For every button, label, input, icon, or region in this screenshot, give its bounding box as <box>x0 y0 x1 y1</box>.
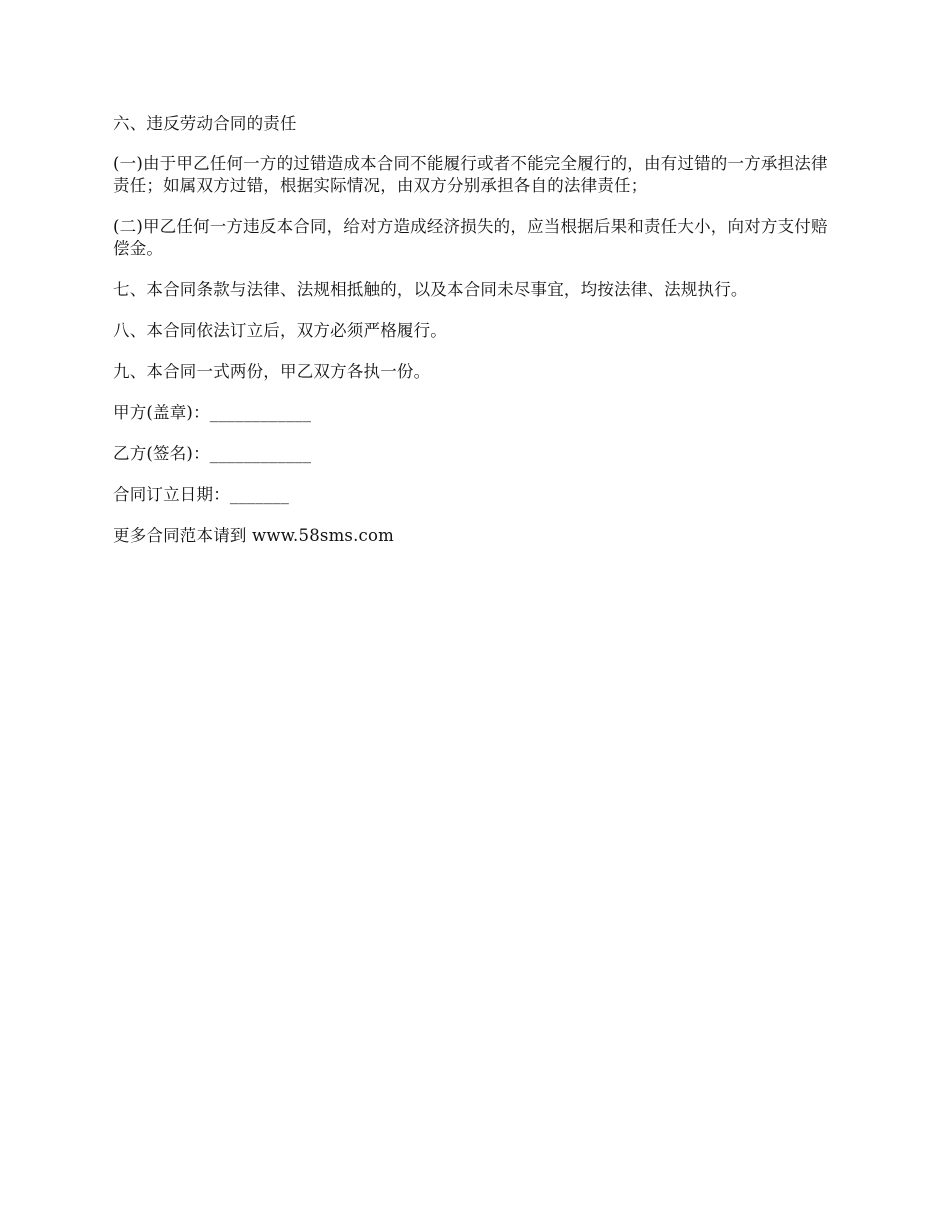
party-a-signature: 甲方(盖章)：____________ <box>113 403 312 422</box>
section-nine: 九、本合同一式两份，甲乙双方各执一份。 <box>113 362 431 381</box>
contract-date: 合同订立日期：_______ <box>113 485 290 504</box>
clause-two: (二)甲乙任何一方违反本合同，给对方造成经济损失的，应当根据后果和责任大小，向对方支付赔偿金。 <box>113 217 828 258</box>
clause-one: (一)由于甲乙任何一方的过错造成本合同不能履行或者不能完全履行的，由有过错的一方承担法律责任；如属双方过错，根据实际情况，由双方分别承担各自的法律责任； <box>113 154 828 195</box>
party-b-signature: 乙方(签名)：____________ <box>113 444 312 463</box>
document-body <box>113 113 838 566</box>
more-templates-note: 更多合同范本请到 www.58sms.com <box>113 526 394 545</box>
section-eight: 八、本合同依法订立后，双方必须严格履行。 <box>113 321 447 340</box>
section-six-heading: 六、违反劳动合同的责任 <box>113 114 297 133</box>
section-seven: 七、本合同条款与法律、法规相抵触的，以及本合同未尽事宜，均按法律、法规执行。 <box>113 280 748 299</box>
